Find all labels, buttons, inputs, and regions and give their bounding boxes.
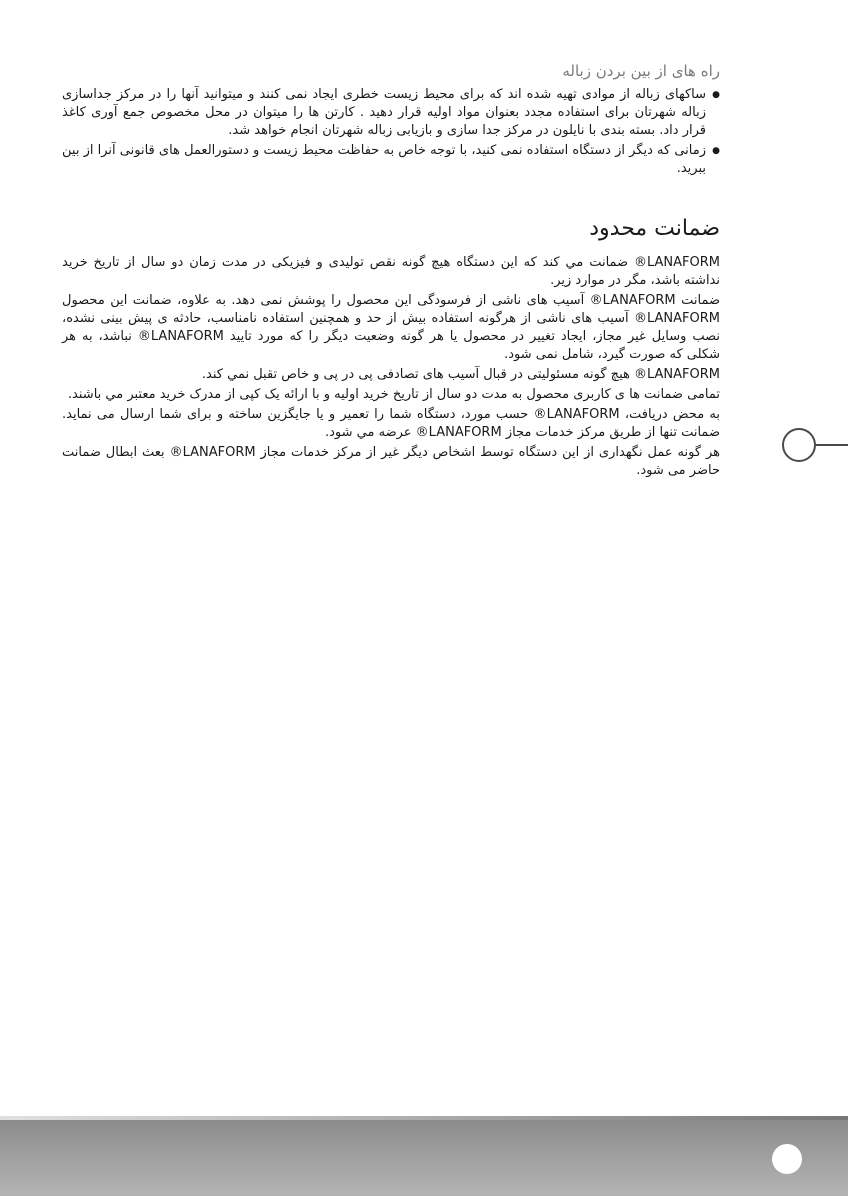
disposal-bullet-item: ● زمانی که دیگر از دستگاه استفاده نمی کنید، با توجه خاص به حفاظت محیط زیست و دستورالعمل های قانونی آنرا از بین ببرید. xyxy=(62,142,720,178)
page-number-circle xyxy=(772,1144,802,1174)
language-tab-circle xyxy=(782,428,816,462)
warranty-paragraph: ضمانت LANAFORM® آسيب های ناشی از فرسودگی اين محصول را پوشش نمی دهد. به علاوه، ضمانت اين محصول LANAFORM® آسيب های ناشی از هرگونه استفاده بيش از حد و همچنين استفاده نامناسب، حادثه ی پيش بينی نشده، نصب وسايل غير مجاز، ايجاد تغيير در محصول يا هر گونه وضعيت ديگر را كه مورد تاييد LANAFORM® نباشد، به هر شكلی كه صورت گيرد، شامل نمی شود. xyxy=(62,293,720,362)
warranty-title: ضمانت محدود xyxy=(589,216,720,241)
disposal-bullet-list xyxy=(62,86,720,178)
language-tab-line xyxy=(816,444,848,446)
disposal-bullet-item: ● ساکهای زباله از موادی تهیه شده اند که برای محیط زیست خطری ایجاد نمی کنند و میتوانید آنها را در مرکز جداسازی زباله شهرتان برای استفاده مجدد بعنوان مواد اولیه قرار دهید . کارتن ها را میتوان در محل مخصوص جمع آوری کاغذ قرار داد. بسته بندی با نایلون در مرکز جدا سازی و بازیابی زباله شهرتان انجام خواهد شد. xyxy=(62,86,720,140)
warranty-paragraph: هر گونه عمل نگهداری از اين دستگاه توسط اشخاص ديگر غير از مركز خدمات مجاز LANAFORM® بعث ابطال ضمانت حاضر می شود. xyxy=(62,445,720,478)
warranty-paragraph: تمامی ضمانت ها ی كاربری محصول به مدت دو سال از تاريخ خريد اوليه و با ارائه يک كپی از مدرک خريد معتبر مي باشند. xyxy=(67,387,720,402)
warranty-paragraph: به محض دريافت، LANAFORM® حسب مورد، دستگاه شما را تعمير و يا جايگزين ساخته و برای شما ارسال می نمايد. ضمانت تنها از طريق مركز خدمات مجاز LANAFORM® عرضه مي شود. xyxy=(62,407,720,440)
page-content xyxy=(62,60,720,482)
disposal-title: راه های از بین بردن زباله xyxy=(562,62,720,80)
warranty-paragraph: LANAFORM® ضمانت مي كند كه اين دستگاه هيچ گونه نقص توليدی و فيزيكی در مدت زمان دو سال از تاريخ خريد نداشته باشد، مگر در موارد زير. xyxy=(62,255,720,288)
warranty-paragraph: LANAFORM® هيچ گونه مسئوليتی در قبال آسيب های تصادفی پی در پی و خاص تقبل نمي كند. xyxy=(201,367,720,382)
footer-bar xyxy=(0,1120,848,1196)
